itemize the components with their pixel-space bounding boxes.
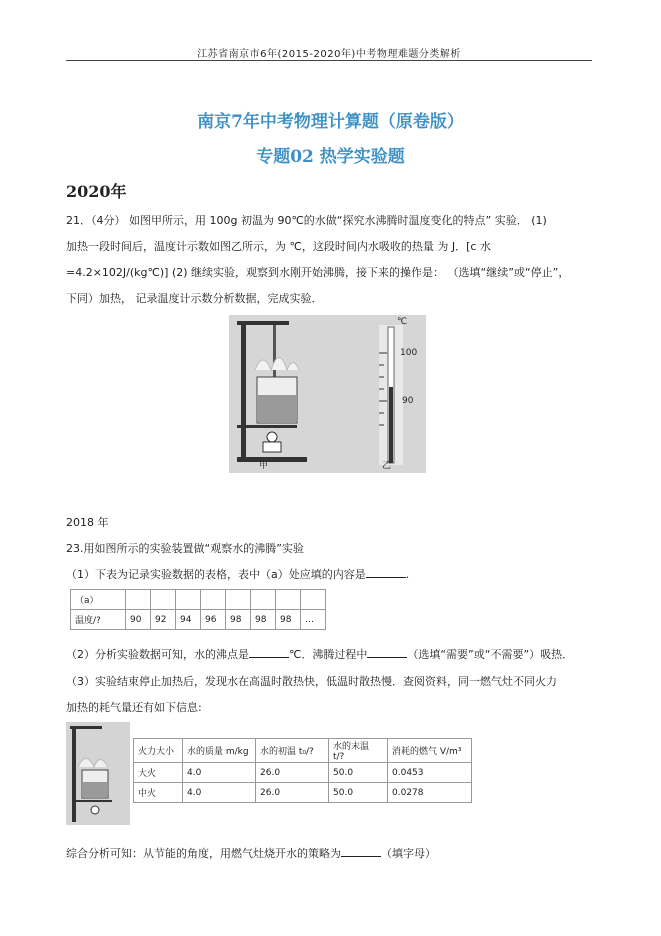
- table-cell: 4.0: [183, 763, 256, 783]
- q23-line-2-text: （1）下表为记录实验数据的表格，表中（a）处应填的内容是: [66, 568, 366, 581]
- table-cell: 中火: [134, 783, 183, 803]
- table-cell: 大火: [134, 763, 183, 783]
- table-header-row: [134, 739, 472, 763]
- table-cell: [176, 590, 201, 610]
- page-header: 江苏省南京市6年(2015-2020年)中考物理难题分类解析: [197, 49, 461, 60]
- q21-line-1: 21．（4分） 如图甲所示，用 100g 初温为 90℃的水做“探究水沸腾时温度变化的特点” 实验． (1): [66, 214, 547, 227]
- small-apparatus-drawing: [66, 722, 130, 825]
- gas-consumption-table: [133, 738, 472, 803]
- table-cell: 50.0: [329, 763, 388, 783]
- table-header-cell: 水的质量 m/kg: [183, 739, 256, 763]
- table-cell: [126, 590, 151, 610]
- q21-line-2: 加热一段时间后，温度计示数如图乙所示，为 ℃，这段时间内水吸收的热量 为 J．[c 水: [66, 240, 491, 253]
- table-cell: 0.0278: [388, 783, 472, 803]
- experiment-figure-photo: [229, 315, 426, 473]
- q23-line-6-end: （填字母）: [381, 847, 436, 860]
- q21-line-4: 下同）加热， 记录温度计示数分析数据，完成实验．: [66, 292, 323, 305]
- table-cell: 94: [176, 610, 201, 630]
- table-cell: 92: [151, 610, 176, 630]
- table-cell: [151, 590, 176, 610]
- table-cell: 温度/?: [71, 610, 126, 630]
- answer-blank-a[interactable]: [366, 567, 406, 578]
- q23-line-5: 加热的耗气量还有如下信息:: [66, 701, 202, 714]
- figure-label-jia: 甲: [259, 461, 269, 471]
- table-cell: …: [301, 610, 326, 630]
- table-cell: [201, 590, 226, 610]
- header-divider: [66, 60, 592, 61]
- q23-line-6: [66, 845, 436, 861]
- table-header-cell: 消耗的燃气 V/m³: [388, 739, 472, 763]
- q23-line-3-text-c: （选填“需要”或“不需要”）吸热．: [407, 648, 574, 661]
- section-heading-2020: 2020年: [66, 182, 127, 201]
- table-cell: [276, 590, 301, 610]
- table-cell: 26.0: [256, 763, 329, 783]
- table-row: [134, 763, 472, 783]
- table-header-cell: 水的初温 t₀/?: [256, 739, 329, 763]
- table-header-cell: 火力大小: [134, 739, 183, 763]
- small-apparatus-photo: [66, 722, 130, 825]
- answer-blank-boiling-point[interactable]: [249, 647, 289, 658]
- document-subtitle: 专题02 热学实验题: [256, 147, 405, 167]
- table-cell: 4.0: [183, 783, 256, 803]
- q21-line-3: =4.2×102J/(kg℃)] (2) 继续实验，观察到水刚开始沸腾，接下来的操作是： （选填“继续”或“停止”，: [66, 266, 570, 279]
- q23-line-3-text-a: （2）分析实验数据可知，水的沸点是: [66, 648, 249, 661]
- q23-line-4: （3）实验结束停止加热后，发现水在高温时散热快，低温时散热慢．查阅资料，同一燃气灶不同火力: [66, 675, 557, 688]
- table-cell: 98: [251, 610, 276, 630]
- figure-label-yi: 乙: [382, 461, 392, 471]
- data-table-1: [70, 589, 326, 630]
- table-header-cell: 水的末温 t/?: [329, 739, 388, 763]
- document-title: 南京7年中考物理计算题（原卷版）: [197, 112, 464, 132]
- table-cell: [301, 590, 326, 610]
- q23-line-2-end: .: [405, 568, 410, 581]
- table-cell: 96: [201, 610, 226, 630]
- table-cell: 98: [226, 610, 251, 630]
- table-cell: 0.0453: [388, 763, 472, 783]
- q23-line-3: [66, 646, 573, 662]
- experiment-figure-drawing: [229, 315, 426, 473]
- table-row: [71, 590, 326, 610]
- table-cell: [251, 590, 276, 610]
- section-heading-2018: 2018 年: [66, 516, 109, 529]
- table-cell: [226, 590, 251, 610]
- thermometer-label-100: 100: [400, 348, 418, 358]
- table-row: [71, 610, 326, 630]
- thermometer-label-90: 90: [402, 396, 414, 406]
- table-row: [134, 783, 472, 803]
- answer-blank-absorb-heat[interactable]: [367, 647, 407, 658]
- q23-line-3-text-b: ℃．沸腾过程中: [289, 648, 368, 661]
- table-cell: 26.0: [256, 783, 329, 803]
- table-cell: 98: [276, 610, 301, 630]
- table-cell: 90: [126, 610, 151, 630]
- answer-blank-strategy[interactable]: [341, 846, 381, 857]
- q23-line-1: 23.用如图所示的实验装置做“观察水的沸腾”实验: [66, 542, 304, 555]
- table-cell: 50.0: [329, 783, 388, 803]
- thermometer-unit: ℃: [397, 317, 408, 327]
- table-cell: （a）: [71, 590, 126, 610]
- q23-line-6-text: 综合分析可知：从节能的角度，用燃气灶烧开水的策略为: [66, 847, 341, 860]
- q23-line-2: [66, 566, 409, 582]
